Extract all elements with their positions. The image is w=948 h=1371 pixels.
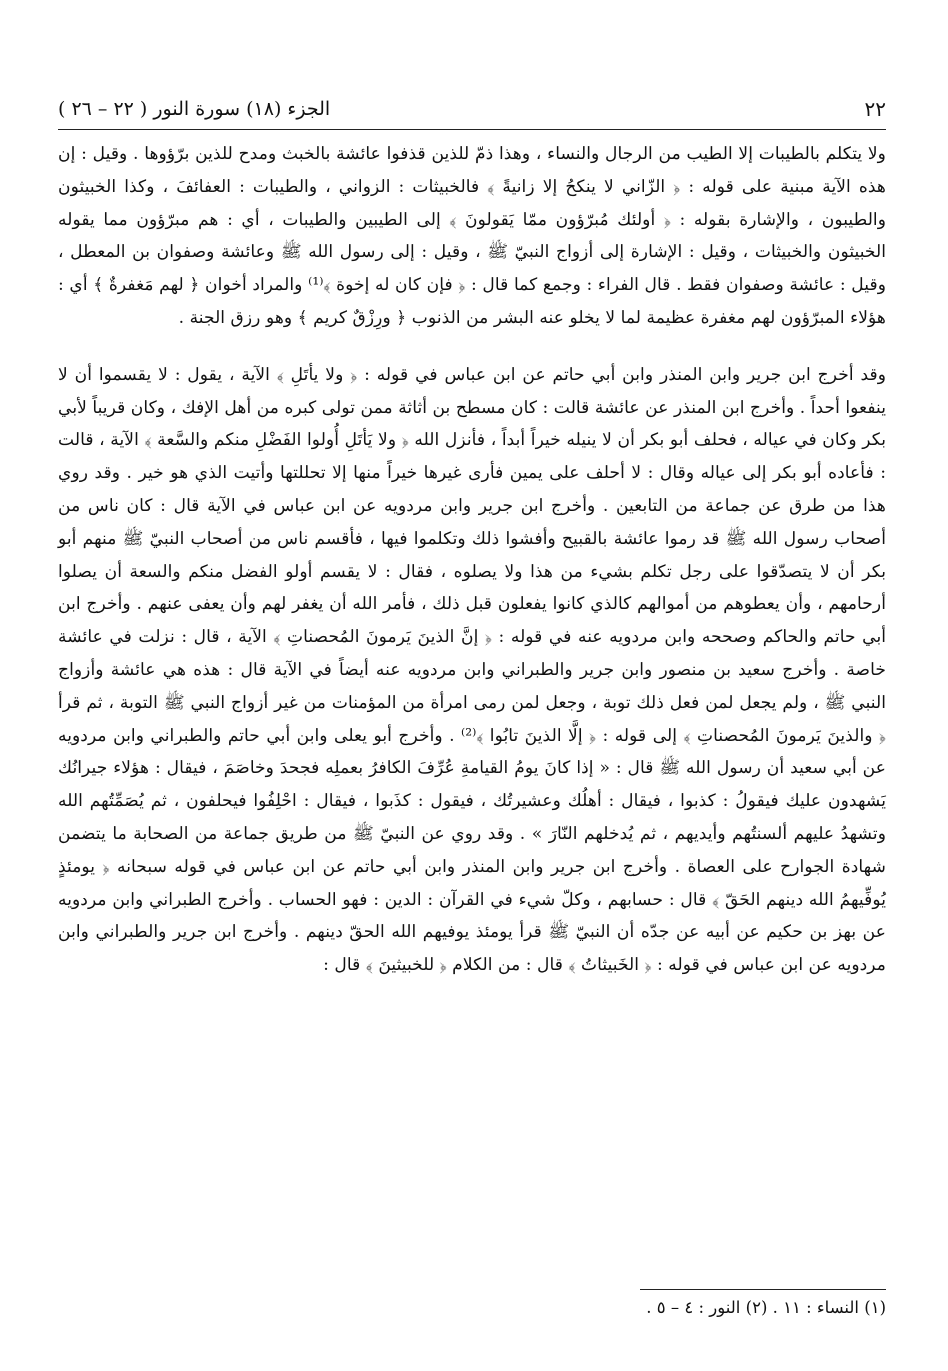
running-header: [58, 92, 886, 126]
paragraph: ولا يتكلم بالطيبات إلا الطيب من الرجال والنساء ، وهذا ذمّ للذين قذفوا عائشة بالخبث ومدح للذين برّؤوها . وقيل : إن هذه الآية مبنية على قوله : ﴿ الزّاني لا ينكحُ إلا زانيةً ﴾ فالخبيثات : الزواني ، والطيبات : العفائفَ ، وكذا الخبيثون والطيبون ، والإشارة بقوله : ﴿ أولئك مُبرّؤون ممّا يَقولونَ ﴾ إلى الطيبين والطيبات ، أي : هم مبرّؤون مما يقوله الخبيثون والخبيثات ، وقيل : الإشارة إلى أزواج النبيّ ﷺ ، وقيل : إلى رسول الله ﷺ وعائشة وصفوان بن المعطل ، وقيل : عائشة وصفوان فقط . قال الفراء : وجمع كما قال : ﴿ فإن كان له إخوة ﴾⁽¹⁾ والمراد أخوان ﴿ لهم مَغفرةٌ ﴾ أي : هؤلاء المبرّؤون لهم مغفرة عظيمة لما لا يخلو عنه البشر من الذنوب ﴿ ورِزْقٌ كريم ﴾ وهو رزق الجنة .: [58, 144, 886, 328]
paragraph: وقد أخرج ابن جرير وابن المنذر وابن أبي حاتم عن ابن عباس في قوله : ﴿ ولا يأتَلِ ﴾ الآية ، يقول : لا يقسموا أن لا ينفعوا أحداً . وأخرج ابن المنذر عن عائشة قالت : كان مسطح بن أثاثة ممن تولى كبره من أهل الإفك ، وكان قريباً لأبي بكر وكان في عياله ، فحلف أبو بكر أن لا ينيله خيراً أبداً ، فأنزل الله ﴿ ولا يَأتَلِ أُولوا الفَضْلِ منكم والسَّعة ﴾ الآية ، قالت : فأعاده أبو بكر إلى عياله وقال : لا أحلف على يمين فأرى غيرها خيراً منها إلا تحللتها وأتيت الذي هو خير . وقد روي هذا من طرق عن جماعة من التابعين . وأخرج ابن جرير وابن مردويه عن ابن عباس في الآية قال : كان ناس من أصحاب رسول الله ﷺ قد رموا عائشة بالقبيح وأفشوا ذلك وتكلموا فيها ، فأقسم ناس من أصحاب النبيّ ﷺ منهم أبو بكر أن لا يتصدّقوا على رجل تكلم بشيء من هذا ولا يصلوه ، فقال : لا يقسم أولو الفضل منكم والسعة أن يصلوا أرحامهم ، وأن يعطوهم من أموالهم كالذي كانوا يفعلون قبل ذلك ، فأمر الله أن يغفر لهم وأن يعفى عنهم . وأخرج ابن أبي حاتم والحاكم وصححه وابن مردويه عنه في قوله : ﴿ إنَّ الذينَ يَرمونَ المُحصناتِ ﴾ الآية ، قال : نزلت في عائشة خاصة . وأخرج سعيد بن منصور وابن جرير والطبراني وابن مردويه عنه أيضاً في الآية قال : هذه هي عائشة وأزواج النبي ﷺ ، ولم يجعل لمن فعل ذلك توبة ، وجعل لمن رمى امرأة من المؤمنات من غير أزواج النبي ﷺ التوبة ، ثم قرأ ﴿ والذينَ يَرمونَ المُحصناتِ ﴾ إلى قوله : ﴿ إلَّا الذينَ تابُوا ﴾⁽²⁾ . وأخرج أبو يعلى وابن أبي حاتم والطبراني وابن مردويه عن أبي سعيد أن رسول الله ﷺ قال : « إذا كانَ يومُ القيامةِ عُرِّفَ الكافرُ بعملِه فجحدَ وخاصَمَ ، فيقال : هؤلاء جيرانُك يَشهدون عليك فيقولُ : كذبوا ، فيقال : أهلُك وعشيرتُك ، فيقول : كذَبوا ، فيقال : احْلِفُوا فيحلفون ، ثم يُصَمِّتُهم الله وتشهدُ عليهم ألسنتُهم وأيديهم ، ثم يُدخلهم النّارَ » . وقد روي عن النبيّ ﷺ من طريق جماعة من الصحابة ما يتضمن شهادة الجوارح على العصاة . وأخرج ابن جرير وابن المنذر وابن أبي حاتم عن ابن عباس في قوله سبحانه ﴿ يومئذٍ يُوفِّيهمُ الله دينهم الحَقّ ﴾ قال : حسابهم ، وكلّ شيء في القرآن : الدين : فهو الحساب . وأخرج الطبراني وابن مردويه عن بهز بن حكيم عن أبيه عن جدّه أن النبيّ ﷺ قرأ يومئذ يوفيهم الله الحقّ دينهم . وأخرج ابن جرير والطبراني وابن مردويه عن ابن عباس في قوله : ﴿ الخَبيثاتُ ﴾ قال : من الكلام ﴿ للخبيثينَ ﴾ قال :: [58, 364, 887, 976]
footnote: (١) النساء : ١١ . (٢) النور : ٤ – ٥ .: [646, 1298, 886, 1317]
footnote-rule: [640, 1289, 886, 1290]
body-text: [58, 138, 886, 982]
page-number: ٢٢: [864, 97, 886, 121]
running-title: الجزء (١٨) سورة النور ( ٢٢ – ٢٦ ): [58, 98, 331, 120]
header-rule: [58, 129, 886, 130]
